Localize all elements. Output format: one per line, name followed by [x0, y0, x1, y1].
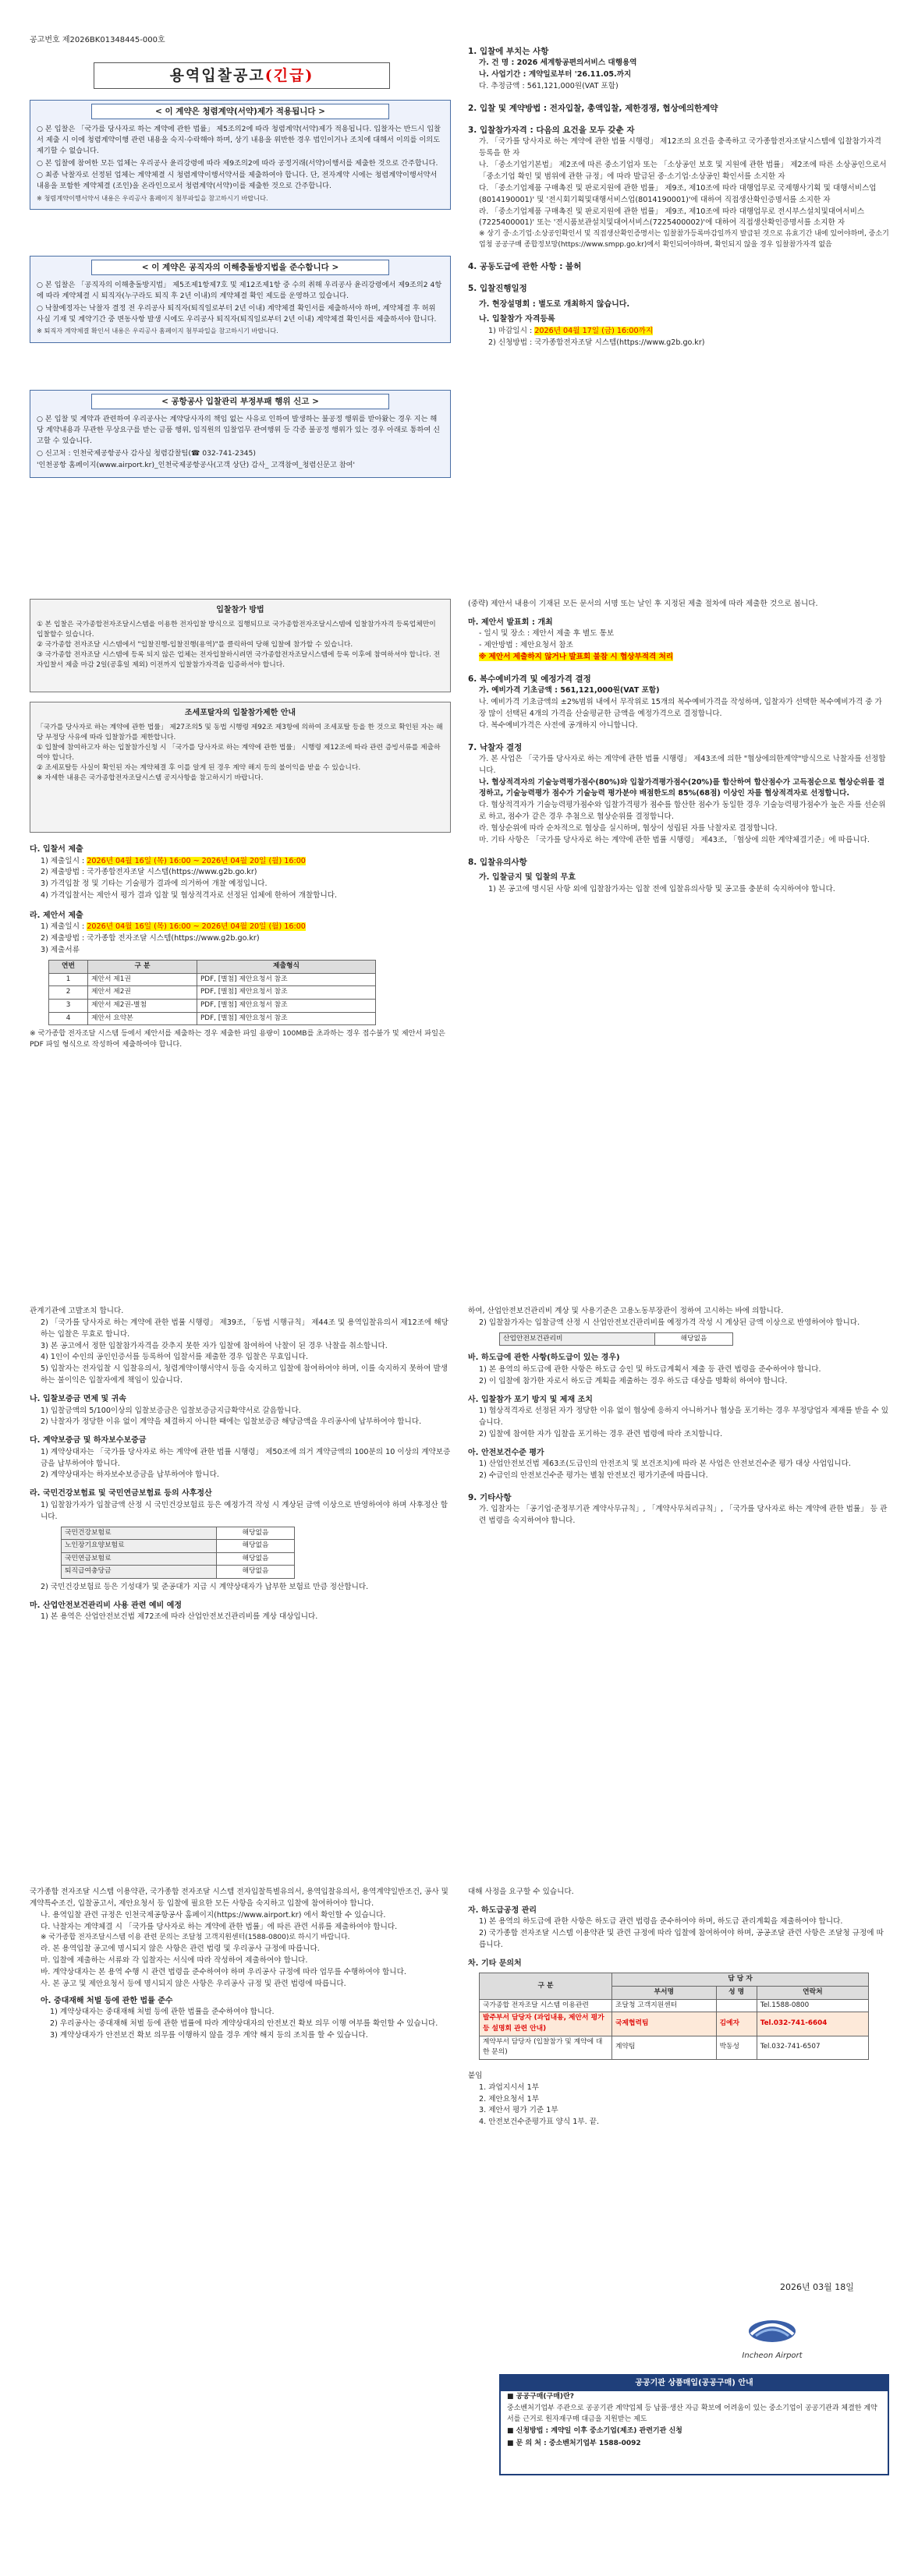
safety-eval-line: 2) 수급인의 안전보건수준 평가는 별첨 안전보건 평가기준에 따릅니다. [479, 1471, 708, 1480]
insurance-line: 2) 국민건강보험료 등은 기성대가 및 준공대가 지급 시 계약상대자가 납부한 보험료 만큼 정산합니다. [41, 1583, 369, 1592]
notice-header: 공공기관 상품매입(공공구매) 안내 [501, 2376, 888, 2391]
safety-cost-line: 2) 입찰참가자는 입찰금액 산정 시 산업안전보건관리비를 예정가격 작성 시 계상된 금액 이상으로 반영하여야 합니다. [479, 1318, 860, 1327]
subsection-title: 다. 계약보증금 및 하자보수보증금 [30, 1436, 147, 1445]
subsection-title: 마. 산업안전보건관리비 사용 관련 예비 예정 [30, 1601, 183, 1610]
disaster-law-line: 3) 계약상대자가 안전보건 확보 의무를 이행하지 않을 경우 계약 해지 등의 조치를 할 수 있습니다. [50, 2031, 368, 2040]
table-row: 계약부서 담당자 (입찰참가 및 계약에 대한 문의) 계약팀 박동성 Tel.032-741-6507 [480, 2036, 869, 2059]
subsection-title: 다. 입찰서 제출 [30, 845, 83, 854]
subcontract-line: 1) 본 용역의 하도급에 관한 사항은 하도급 관련 법령을 준수하여야 하며, 하도급 관리계획을 제출하여야 합니다. [479, 1917, 843, 1927]
deposit-line: 2) 낙찰자가 정당한 이유 없이 계약을 체결하지 아니한 때에는 입찰보증금 해당금액을 우리공사에 납부하여야 합니다. [41, 1417, 422, 1427]
document-page-1 [0, 0, 911, 536]
column-intro: 관계기관에 고발조치 합니다. [30, 1307, 124, 1315]
safety-eval-line: 1) 산업안전보건법 제63조(도급인의 안전조치 및 보건조치)에 따라 본 사업은 안전보건수준 평가 대상 사업입니다. [479, 1460, 851, 1469]
table-row: 4 제안서 요약본 PDF, [별첨] 제안요청서 참조 [49, 1012, 376, 1025]
attachments-label: 붙임 [468, 2071, 483, 2080]
announcement-date: 2026년 03월 18일 [780, 2282, 854, 2292]
etc-line: 국가종합 전자조달 시스템 이용약관, 국가종합 전자조달 시스템 전자입찰특별유의서, 용역입찰유의서, 용역계약일반조건, 공사 및 계약특수조건, 입찰공고서, 제안요청서 등 입찰에 필요한 모든 사항을 숙지하고 입찰에 참여하여야 합니다. [30, 1888, 448, 1908]
notice-line: ○ 낙찰예정자는 낙찰자 결정 전 우리공사 퇴직자(퇴직일로부터 2년 이내) 계약체결 확인서를 제출하셔야 하며, 계약체결 후 허위 사실 기재 및 계약기간 중 변동사항 발생 시에도 우리공사 퇴직자(퇴직일로부터 2년 이내) 계약체결 확인서를 제출하셔야 합니다. [37, 303, 437, 324]
box-line: ※ 자세한 내용은 국가종합전자조달시스템 공지사항을 참고하시기 바랍니다. [37, 774, 264, 783]
notice-line: ■ 문 의 처 : 중소벤처기업부 1588-0092 [507, 2439, 641, 2447]
public-purchase-notice [499, 2374, 889, 2475]
attachment-item: 2. 제안요청서 1부 [479, 2094, 539, 2104]
notice-line: ○ 본 입찰 및 계약과 관련하여 우리공사는 계약당사자의 책임 없는 사유로 인하여 발생하는 불공정 행위를 받아왔는 경우 지는 해당 계약내용과 무관한 무상요구를 받는 금품 행위, 임직원의 입찰업무 관여행위 등 각종 불공정 행위가 있는 경우 아래로 통하여 신고할 수 있습니다. [37, 415, 440, 445]
schedule-item: 나. 입찰참가 자격등록 [479, 315, 555, 324]
bid-submission-date: 1) 제출일시 : 2026년 04월 16일 (목) 16:00 ~ 2026년 04월 20일 (월) 16:00 [41, 856, 306, 865]
price-line: 나. 예비가격 기초금액의 ±2%범위 내에서 무작위로 15개의 복수예비가격을 작성하며, 입찰자가 선택한 복수예비가격 중 가장 많이 선택된 4개의 가격을 산술평균한 금액을 예정가격으로 결정합니다. [479, 698, 882, 718]
award-line: 나. 협상적격자의 기술능력평가점수(80%)와 입찰가격평가점수(20%)를 합산하여 합산점수가 고득점순으로 협상순위를 결정하고, 기술능력평가 점수가 기술능력 평가분야 배점한도의 85%(68점) 이상인 자를 협상적격자로 선정합니다. [479, 777, 885, 798]
section-title: 1. 입찰에 부치는 사항 [468, 47, 549, 56]
presentation-line: - 일시 및 장소 : 제안서 제출 후 별도 통보 [479, 629, 615, 639]
proposal-date-highlight: 2026년 04월 16일 (목) 16:00 ~ 2026년 04월 20일 (월) 16:00 [87, 922, 306, 932]
proposal-documents-label: 3) 제출서류 [41, 946, 80, 955]
etc-note: ※ 국가종합 전자조달시스템 이용 관련 문의는 조달청 고객지원센터(1588-0800)로 하시기 바랍니다. [41, 1934, 350, 1942]
page3-right-column [468, 1306, 889, 1836]
qualification-line: 다. 「중소기업제품 구매촉진 및 판로지원에 관한 법률」 제9조, 제10조에 따라 대행업무로 국제행사기획 및 대행서비스업(8014190001)' 및 '전시회기획및대행서비스업(8014190001)'에 대하여 직접생산확인증명서를 소지한 자 [479, 183, 877, 204]
tax-evasion-box [30, 702, 451, 833]
document-page-4 [0, 1856, 911, 2576]
etc-line: 바. 계약상대자는 본 용역 수행 시 관련 법령을 준수하여야 하며 우리공사 규정에 따라 업무를 수행하여야 합니다. [41, 1968, 406, 1977]
notice-line: 중소벤처기업부 주관으로 공공기관 계약업체 등 납품·생산 자금 확보에 어려움이 있는 중소기업이 공공기관과 체결한 계약서를 근거로 원자재구매 대금을 지원받는 제도 [507, 2404, 877, 2423]
page4-left-column [30, 1887, 451, 2557]
etc-line: 라. 본 용역입찰 공고에 명시되지 않은 사항은 관련 법령 및 우리공사 규정에 따릅니다. [41, 1944, 320, 1954]
page3-left-column [30, 1306, 451, 1836]
subsection-title: 라. 국민건강보험료 및 국민연금보험료 등의 사후정산 [30, 1489, 212, 1499]
bid-date-highlight: 2026년 04월 16일 (목) 16:00 ~ 2026년 04월 20일 (월) 16:00 [87, 856, 306, 865]
table-row: 산업안전보건관리비 해당없음 [500, 1332, 733, 1346]
submission-documents-table [48, 960, 376, 1025]
subsection-title: 라. 제안서 제출 [30, 911, 83, 920]
etc-line: 가. 입찰자는 「공기업·준정부기관 계약사무규칙」, 「계약사무처리규칙」, 「국가를 당사자로 하는 계약에 관한 법률」 등 관련 법령을 숙지하여야 합니다. [479, 1505, 888, 1525]
table-header-row: 구 분 담 당 자 [480, 1973, 869, 1987]
disaster-law-line: 2) 우리공사는 중대재해 처벌 등에 관한 법률에 따라 계약상대자의 안전보건 확보 의무 이행 여부를 확인할 수 있습니다. [50, 2019, 438, 2029]
section-title: 2. 입찰 및 계약방법 : 전자입찰, 총액입찰, 제한경쟁, 협상에의한계약 [468, 103, 718, 113]
corruption-report-notice [30, 390, 451, 478]
subsection-title: 자. 하도급공정 관리 [468, 1905, 537, 1915]
table-row: 발주부서 담당자 (과업내용, 제안서 평가 등 설명회 관련 안내) 국제협력팀 김예자 Tel.032-741-6604 [480, 2012, 869, 2036]
bid-submission-method: 2) 제출방법 : 국가종합전자조달 시스템(https://www.g2b.go.kr) [41, 868, 257, 877]
section-title: 9. 기타사항 [468, 1492, 512, 1502]
subcontract-line: 2) 국가종합 전자조달 시스템 이용약관 및 관련 규정에 따라 입찰에 참여하여야 하며, 공공조달 관련 사항은 조달청 규정에 따릅니다. [479, 1929, 884, 1950]
sanction-line: 2) 입찰에 참여한 자가 입찰을 포기하는 경우 관련 법령에 따라 조치합니다. [479, 1429, 723, 1438]
notice-line: ■ 신청방법 : 계약일 이후 중소기업(제조) 관련기관 신청 [507, 2427, 682, 2435]
page2-right-column [468, 599, 889, 1246]
table-row: 국민연금보험료 해당없음 [62, 1552, 295, 1566]
notice-line: ○ 본 입찰은 「공직자의 이해충돌방지법」 제5조제1항제7호 및 제12조제1항 중 수의 취해 우리공사 윤리강령에서 제9조의2 4항에 따라 계약체결 시 퇴직자(누구라도 퇴직 후 2년 이내)의 계약체결 확인 제도를 운영하고 있습니다. [37, 281, 442, 301]
box-header: 조세포탈자의 입찰참가제한 안내 [184, 709, 296, 717]
notice-line: ○ 본 입찰에 참여한 모든 업체는 우리공사 윤리강령에 따라 제9조의2에 따라 공정거래(서약)이행서를 제출한 것으로 간주합니다. [37, 158, 438, 168]
announcement-number: 공고번호 제2026BK01348445-000호 [30, 36, 165, 44]
subcontract-line: 1) 본 용역의 하도급에 관한 사항은 하도급 승인 및 하도급계획서 제출 등 관련 법령을 준수하여야 합니다. [479, 1364, 821, 1374]
table-row: 노인장기요양보험료 해당없음 [62, 1540, 295, 1553]
etc-line: 다. 낙찰자는 계약체결 시 「국가를 당사자로 하는 계약에 관한 법률」에 따른 관련 서류를 제출하여야 합니다. [41, 1922, 398, 1931]
proposal-submission-method: 2) 제출방법 : 국가종합 전자조달 시스템(https://www.g2b.go.kr) [41, 934, 260, 943]
safety-cost-table [499, 1332, 733, 1346]
insurance-table [61, 1527, 295, 1580]
invalid-bid-line: 3) 본 공고에서 정한 입찰참가자격을 갖추지 못한 자가 입찰에 참여하여 낙찰이 된 경우 낙찰을 취소합니다. [41, 1341, 388, 1350]
bid-note: 3) 가격입찰 정 및 기타는 기술평가 결과에 의거하여 개찰 예정입니다. [41, 879, 268, 889]
notice-header: < 이 계약은 공직자의 이해충돌방지법을 준수합니다 > [91, 260, 389, 275]
qualification-note: ※ 상기 중·소기업·소상공인확인서 및 직접생산확인증명서는 입찰참가등록마감일까지 발급된 것으로 유효기간 내에 있어야하며, 중소기업청 공공구매 종합정보망(https://www.smpp.go.kr)에서 확인되어야하며, 확인되지 않을 경우 입찰참가자격 없음 [479, 230, 889, 249]
attachment-item: 1. 과업지시서 1부 [479, 2082, 539, 2092]
section-title: 4. 공동도급에 관한 사항 : 불허 [468, 262, 582, 272]
table-row: 국가종합 전자조달 시스템 이용관련 조달청 고객지원센터 Tel.1588-0800 [480, 1999, 869, 2012]
caution-line: 1) 본 공고에 명시된 사항 외에 입찰참가자는 입찰 전에 입찰유의사항 및 공고를 충분히 숙지하여야 합니다. [488, 884, 835, 893]
registration-deadline: 1) 마감일시 : 2026년 04월 17일 (금) 16:00까지 [488, 326, 654, 335]
box-line: 「국가를 당사자로 하는 계약에 관한 법률」 제27조의5 및 동법 시행령 제92조 제3항에 의하여 조세포탈 등을 한 것으로 확인된 자는 해당 부정당 사유에 따라 입찰참가를 제한합니다. [37, 723, 443, 741]
presentation-warning: ※ 제안서 제출하지 않거나 발표회 불참 시 협상부적격 처리 [479, 653, 674, 662]
notice-header: < 공항공사 입찰관리 부정부패 행위 신고 > [91, 394, 389, 409]
document-page-3 [0, 1267, 911, 1844]
column-intro: (중략) 제안서 내용이 기재된 모든 문서의 서명 또는 날인 후 지정된 제출 절차에 따라 제출한 것으로 봅니다. [468, 600, 818, 608]
insurance-line: 1) 입찰참가자가 입찰금액 산정 시 국민건강보험료 등은 예정가격 작성 시 계상된 금액 이상으로 반영하여야 하며 사후정산 합니다. [41, 1500, 448, 1521]
subcontract-line: 2) 이 입찰에 참가한 자로서 하도급 계획을 제출하는 경우 하도급 대상을 명확히 하여야 합니다. [479, 1376, 788, 1385]
conflict-of-interest-notice [30, 256, 451, 343]
title-text: 용역입찰공고 [169, 67, 265, 84]
award-line: 가. 본 사업은 「국가를 당사자로 하는 계약에 관한 법률 시행령」 제43조에 의한 "협상에의한계약"방식으로 낙찰자를 선정합니다. [479, 754, 886, 775]
invalid-bid-line: 2) 「국가를 당사자로 하는 계약에 관한 법률 시행령」 제39조, 「동법 시행규칙」 제44조 및 용역입찰유의서 제12조에 해당하는 입찰은 무효로 합니다. [41, 1318, 448, 1339]
table-header-row: 연번 구 분 제출형식 [49, 961, 376, 974]
document-page-2 [0, 550, 911, 1252]
contact-table [479, 1973, 869, 2059]
table-row: 2 제안서 제2권 PDF, [별첨] 제안요청서 참조 [49, 986, 376, 1000]
subsection-title: 나. 입찰보증금 면제 및 귀속 [30, 1395, 126, 1404]
safety-cost-line: 하여, 산업안전보건관리비 계상 및 사용기준은 고용노동부장관이 정하여 고시하는 바에 의합니다. [468, 1307, 784, 1315]
etc-line: 사. 본 공고 및 제안요청서 등에 명시되지 않은 사항은 우리공사 규정 및 관련 법령에 따릅니다. [41, 1979, 346, 1988]
guarantee-line: 1) 계약상대자는 「국가를 당사자로 하는 계약에 관한 법률 시행령」 제50조에 의거 계약금액의 100분의 10 이상의 계약보증금을 납부하여야 합니다. [41, 1447, 451, 1468]
sanction-line: 1) 협상적격자로 선정된 자가 정당한 이유 없이 협상에 응하지 아니하거나 협상을 포기하는 경우 부정당업자 제재를 받을 수 있습니다. [479, 1407, 889, 1427]
safety-cost-line: 1) 본 용역은 산업안전보건법 제72조에 따라 산업안전보건관리비를 계상 대상입니다. [41, 1612, 318, 1622]
bidding-method-box [30, 599, 451, 692]
item-name: 가. 건 명 : 2026 세계항공편의서비스 대행용역 [479, 58, 637, 68]
award-line: 다. 협상적격자가 기술능력평가점수와 입찰가격평가 점수를 합산한 점수가 동일한 경우 기술능력평가점수가 높은 자를 선순위로 하고, 점수가 같은 경우 추첨으로 협상순위를 결정합니다. [479, 801, 886, 822]
etc-line: 나. 용역입찰 관련 규정은 인천국제공항공사 홈페이지(https://www.airport.kr) 에서 확인할 수 있습니다. [41, 1910, 386, 1920]
box-header: 입찰참가 방법 [216, 606, 264, 614]
invalid-bid-line: 5) 입찰자는 전자입찰 시 입찰유의서, 청렴계약이행서약서 등을 숙지하고 입찰에 참여하여야 하며, 이를 숙지하지 못하여 발생하는 불이익은 입찰자에게 책임이 있습니다. [41, 1364, 448, 1385]
integrity-contract-notice [30, 100, 451, 210]
table-row: 1 제안서 제1권 PDF, [별첨] 제안요청서 참조 [49, 973, 376, 986]
notice-line: '인천공항 홈페이지(www.airport.kr)_인천국제공항공사(고객 상단) 감사_ 고객참여_청렴신문고 참여' [37, 461, 356, 470]
proposal-note: ※ 국가종합 전자조달 시스템 등에서 제안서를 제출하는 경우 제출한 파일 용량이 100MB를 초과하는 경우 접수불가 및 제안서 파일은 PDF 파일 형식으로 작성하여 제출하여야 합니다. [30, 1029, 445, 1049]
incheon-airport-logo [718, 2316, 827, 2362]
award-line: 라. 협상순위에 따라 순차적으로 협상을 실시하며, 협상이 성립된 자를 낙찰자로 결정합니다. [479, 824, 778, 833]
attachment-item: 4. 안전보건수준평가표 양식 1부. 끝. [479, 2118, 600, 2127]
section-title: 3. 입찰참가자격 : 다음의 요건을 모두 갖춘 자 [468, 126, 635, 136]
attachment-item: 3. 제안서 평가 기준 1부 [479, 2106, 558, 2115]
notice-line: ■ 공공구매(구매)란? [507, 2392, 574, 2401]
notice-line: ○ 최종 낙찰자로 선정된 업체는 계약체결 시 청렴계약이행서약서를 제출하여야 합니다. 단, 전자계약 시에는 청렴계약이행서약서 내용을 포함한 계약체결 (조인)을 온라인으로서 청렴계약(서약)이를 제출한 것으로 간주합니다. [37, 171, 438, 191]
registration-method: 2) 신청방법 : 국가종합전자조달 시스템(https://www.g2b.go.kr) [488, 338, 705, 347]
schedule-item: 가. 현장설명회 : 별도로 개최하지 않습니다. [479, 299, 630, 309]
item-estimate: 다. 추정금액 : 561,121,000원(VAT 포함) [479, 81, 619, 90]
proposal-submission-date: 1) 제출일시 : 2026년 04월 16일 (목) 16:00 ~ 2026년 04월 20일 (월) 16:00 [41, 922, 306, 932]
subsection-title: 차. 기타 문의처 [468, 1959, 522, 1968]
box-line: ② 국가종합 전자조달 시스템에서 "입찰진행-입찰진행(용역)"를 클릭하여 당해 입찰에 참가할 수 있습니다. [37, 640, 353, 649]
section-title: 5. 입찰진행일정 [468, 284, 527, 294]
deposit-line: 1) 입찰금액의 5/100이상의 입찰보증금은 입찰보증금지급확약서로 갈음합니다. [41, 1406, 301, 1415]
section-title: 7. 낙찰자 결정 [468, 742, 523, 752]
box-line: ① 입찰에 참여하고자 하는 입찰참가신청 시 「국가를 당사자로 하는 계약에 관한 법률」 시행령 제12조에 따라 관련 증빙서류를 제출하여야 합니다. [37, 743, 441, 763]
price-line: 다. 복수예비가격은 사전에 공개하지 아니합니다. [479, 720, 638, 730]
subsection-title: 사. 입찰참가 포기 방지 및 제재 조치 [468, 1395, 593, 1404]
notice-line: ○ 본 입찰은 「국가를 당사자로 하는 계약에 관한 법률」 제5조의2에 따라 청렴계약(서약)제가 적용됩니다. 입찰자는 반드시 입찰서 제출 시 이에 청렴계약이행 관련 내용을 숙지·수락해야 하며, 상기 내용을 위반한 경우 법인이거나 조치에 대해서 이의를 이의도 제기할 수 없습니다. [37, 125, 441, 155]
notice-header: < 이 계약은 청렴계약(서약)제가 적용됩니다 > [91, 104, 389, 119]
subsection-title: 아. 중대재해 처벌 등에 관한 법률 준수 [41, 1996, 173, 2005]
qualification-line: 라. 「중소기업제품 구매촉진 및 판로지원에 관한 법률」 제9조, 제10조에 따라 대행업무로 전시부스설치및대여서비스(7225400001)' 또는 '전시품보관설치및대여서비스(7225400002)'에 대하여 직접생산확인증명서를 소지한 자 [479, 207, 865, 228]
page1-right-column [468, 41, 889, 532]
notice-line: ※ 청렴계약이행서약서 내용은 우리공사 홈페이지 첨부파일을 참고하시기 바랍니다. [37, 194, 268, 203]
deadline-highlight: 2026년 04월 17일 (금) 16:00까지 [534, 326, 654, 335]
qualification-line: 나. 「중소기업기본법」 제2조에 따른 중소기업자 또는 「소상공인 보호 및 지원에 관한 법률」 제2조에 따른 소상공인으로서 「중소기업 확인 및 범위에 관한 규정」에 따라 발급된 중·소기업·소상공인 확인서를 소지한 자 [479, 161, 887, 181]
column-intro: 대해 사정을 요구할 수 있습니다. [468, 1888, 574, 1896]
subsection-title: 마. 제안서 발표회 : 개최 [468, 617, 553, 627]
page4-right-column [468, 1887, 889, 2277]
qualification-line: 가. 「국가를 당사자로 하는 계약에 관한 법률 시행령」 제12조의 요건을 충족하고 국가종합전자조달시스템에 입찰참가자격 등록을 한 자 [479, 137, 881, 158]
table-row: 3 제안서 제2권-별첨 PDF, [별첨] 제안요청서 참조 [49, 999, 376, 1012]
bid-note: 4) 가격입찰서는 제안서 평가 결과 입찰 및 협상적격자로 선정된 업체에 한하여 개찰합니다. [41, 891, 338, 901]
table-row: 퇴직급여충당금 해당없음 [62, 1566, 295, 1579]
section-title: 6. 복수예비가격 및 예정가격 결정 [468, 674, 591, 684]
etc-line: 마. 입찰에 제출하는 서류와 각 입찰자는 서식에 따라 작성하여 제출하여야 합니다. [41, 1956, 308, 1966]
box-line: ② 조세포탈등 사실이 확인된 자는 계약체결 후 이를 알게 된 경우 계약 해지 등의 불이익을 받을 수 있습니다. [37, 764, 361, 773]
base-price: 가. 예비가격 기초금액 : 561,121,000원(VAT 포함) [479, 686, 660, 695]
subsection-title: 아. 안전보건수준 평가 [468, 1448, 544, 1457]
airport-logo-icon [745, 2316, 799, 2345]
section-title: 8. 입찰유의사항 [468, 857, 527, 867]
notice-line: ○ 신고처 : 인천국제공항공사 감사실 청렴감찰팀(☎ 032-741-2345) [37, 448, 256, 458]
presentation-line: - 제안방법 : 제안요청서 참조 [479, 641, 573, 650]
box-line: ① 본 입찰은 국가종합전자조달시스템을 이용한 전자입찰 방식으로 집행되므로 국가종합전자조달시스템에 입찰참가자격 등록업체만이 입찰할수 있습니다. [37, 620, 436, 639]
table-row: 국민건강보험료 해당없음 [62, 1527, 295, 1540]
item-period: 나. 사업기간 : 계약일로부터 '26.11.05.까지 [479, 70, 632, 80]
invalid-bid-line: 4) 1인이 수인의 공인인증서를 등록하여 입찰서를 제출한 경우 입찰은 무효입니다. [41, 1353, 309, 1362]
subsection-title: 바. 하도급에 관한 사항(하도급이 있는 경우) [468, 1353, 620, 1363]
box-line: ③ 국가종합 전자조달 시스템에 등록 되지 않은 업체는 전자입찰하시려면 국가종합전자조달시스템에 등록 이후에 참여하셔야 합니다. 전자입찰서 제출 마감 2일(공휴일 제외) 이전까지 입찰참가자격을 입증하셔야 합니다. [37, 651, 441, 670]
page2-left-column [30, 840, 451, 1246]
logo-text: Incheon Airport [742, 2351, 803, 2360]
guarantee-line: 2) 계약상대자는 하자보수보증금을 납부하여야 합니다. [41, 1470, 219, 1480]
page-title [94, 62, 390, 89]
award-line: 마. 기타 사항은 「국가를 당사자로 하는 계약에 관한 법률 시행령」 제43조, 「협상에 의한 계약체결기준」에 따릅니다. [479, 835, 870, 844]
notice-line: ※ 퇴직자 계약체결 확인서 내용은 우리공사 홈페이지 첨부파일을 참고하시기 바랍니다. [37, 327, 278, 335]
disaster-law-line: 1) 계약상대자는 중대재해 처벌 등에 관한 법률을 준수하여야 합니다. [50, 2008, 275, 2017]
urgent-tag: (긴급) [264, 67, 314, 84]
table-header-row: 부서명 성 명 연락처 [480, 1987, 869, 2000]
subsection-title: 가. 입찰금지 및 입찰의 무효 [479, 873, 576, 883]
